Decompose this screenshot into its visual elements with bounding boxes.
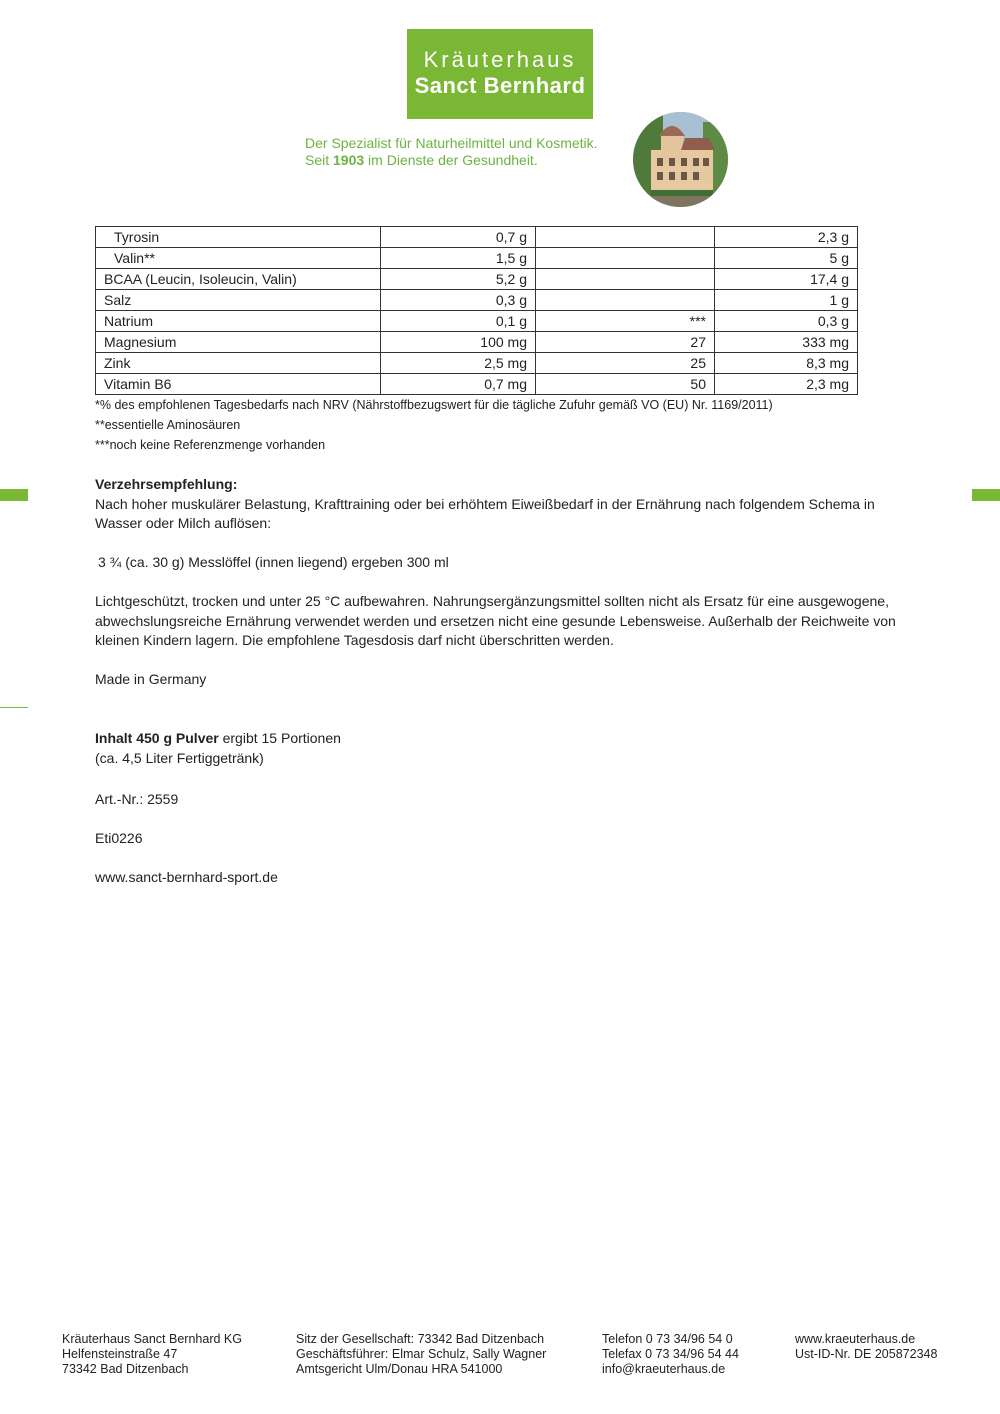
per-day: 2,3 mg bbox=[715, 374, 858, 395]
footer-seat: Sitz der Gesellschaft: 73342 Bad Ditzenbach bbox=[296, 1332, 545, 1346]
usage-heading: Verzehrsempfehlung: bbox=[95, 476, 238, 492]
tagline-year: 1903 bbox=[333, 152, 365, 168]
article-number: Art.-Nr.: 2559 bbox=[95, 791, 179, 807]
per-day: 2,3 g bbox=[715, 227, 858, 248]
footer-phone: Telefon 0 73 34/96 54 0 bbox=[602, 1332, 733, 1346]
footer-vat-id: Ust-ID-Nr. DE 205872348 bbox=[795, 1347, 938, 1361]
per-day: 5 g bbox=[715, 248, 858, 269]
nrv-percent bbox=[536, 227, 715, 248]
usage-section bbox=[95, 475, 905, 534]
table-row bbox=[96, 374, 858, 395]
per-day: 333 mg bbox=[715, 332, 858, 353]
left-fold-mark bbox=[0, 489, 28, 501]
tagline bbox=[305, 135, 598, 169]
per-portion: 0,7 g bbox=[381, 227, 536, 248]
tagline-post: im Dienste der Gesundheit. bbox=[364, 152, 538, 168]
per-portion: 100 mg bbox=[381, 332, 536, 353]
product-website: www.sanct-bernhard-sport.de bbox=[95, 869, 278, 885]
right-fold-mark bbox=[972, 489, 1000, 501]
nutrient-name: Tyrosin bbox=[96, 227, 381, 248]
nutrient-name: Salz bbox=[96, 290, 381, 311]
per-day: 8,3 mg bbox=[715, 353, 858, 374]
left-punch-mark bbox=[0, 707, 28, 708]
building-photo bbox=[633, 112, 728, 207]
nrv-percent: 25 bbox=[536, 353, 715, 374]
tagline-pre: Seit bbox=[305, 152, 334, 168]
footer-email: info@kraeuterhaus.de bbox=[602, 1362, 726, 1376]
content-amount: Inhalt 450 g Pulver bbox=[95, 730, 219, 746]
footer-fax: Telefax 0 73 34/96 54 44 bbox=[602, 1347, 739, 1361]
tagline-line-1: Der Spezialist für Naturheilmittel und Kosmetik. bbox=[305, 135, 598, 151]
footnote-amino: **essentielle Aminosäuren bbox=[95, 418, 241, 432]
per-portion: 0,7 mg bbox=[381, 374, 536, 395]
footer-street: Helfensteinstraße 47 bbox=[62, 1347, 178, 1361]
table-row bbox=[96, 269, 858, 290]
footer-web bbox=[795, 1332, 937, 1362]
footer-contact bbox=[602, 1332, 739, 1377]
nutrient-name: Valin** bbox=[96, 248, 381, 269]
footnote-nrv: *% des empfohlenen Tagesbedarfs nach NRV (Nährstoffbezugswert für die tägliche Zufuhr gemäß VO (EU) Nr. 1169/2011) bbox=[95, 398, 773, 412]
footer-company-name: Kräuterhaus Sanct Bernhard KG bbox=[62, 1332, 242, 1346]
label-code: Eti0226 bbox=[95, 830, 143, 846]
logo-line-1: Kräuterhaus bbox=[423, 47, 577, 72]
table-row bbox=[96, 227, 858, 248]
storage-text: Lichtgeschützt, trocken und unter 25 °C aufbewahren. Nahrungsergänzungsmittel sollten nicht als Ersatz für eine ausgewogene, abwechslungsreiche Ernährung verwendet werden und ersetzen nicht eine gesunde Lebensweise. Außerhalb der Reichweite von kleinen Kindern lagern. Die empfohlene Tagesdosis darf nicht überschritten werden. bbox=[95, 593, 896, 648]
nutrient-name: Vitamin B6 bbox=[96, 374, 381, 395]
logo-line-2: Sanct Bernhard bbox=[414, 73, 586, 98]
footer-managers: Geschäftsführer: Elmar Schulz, Sally Wagner bbox=[296, 1347, 547, 1361]
table-row bbox=[96, 311, 858, 332]
per-day: 0,3 g bbox=[715, 311, 858, 332]
table-row bbox=[96, 353, 858, 374]
nutrition-table bbox=[95, 226, 858, 395]
per-portion: 5,2 g bbox=[381, 269, 536, 290]
tagline-line-2 bbox=[305, 152, 598, 169]
origin-text: Made in Germany bbox=[95, 671, 207, 687]
content-portions: ergibt 15 Portionen bbox=[218, 730, 341, 746]
content-line-1 bbox=[95, 729, 905, 749]
table-row bbox=[96, 290, 858, 311]
nrv-percent: *** bbox=[536, 311, 715, 332]
footer-company bbox=[62, 1332, 242, 1377]
usage-dose: 3 ¾ (ca. 30 g) Messlöffel (innen liegend) ergeben 300 ml bbox=[98, 554, 449, 570]
nutrient-name: BCAA (Leucin, Isoleucin, Valin) bbox=[96, 269, 381, 290]
table-row bbox=[96, 332, 858, 353]
footer-website: www.kraeuterhaus.de bbox=[795, 1332, 916, 1346]
footer-city: 73342 Bad Ditzenbach bbox=[62, 1362, 189, 1376]
footer-register: Amtsgericht Ulm/Donau HRA 541000 bbox=[296, 1362, 503, 1376]
nrv-percent bbox=[536, 248, 715, 269]
nrv-percent bbox=[536, 269, 715, 290]
per-portion: 0,3 g bbox=[381, 290, 536, 311]
per-portion: 1,5 g bbox=[381, 248, 536, 269]
nrv-percent: 27 bbox=[536, 332, 715, 353]
nrv-percent bbox=[536, 290, 715, 311]
nutrient-name: Natrium bbox=[96, 311, 381, 332]
per-portion: 0,1 g bbox=[381, 311, 536, 332]
footer-legal bbox=[296, 1332, 546, 1377]
content-line-2: (ca. 4,5 Liter Fertiggetränk) bbox=[95, 749, 264, 766]
footnote-reference: ***noch keine Referenzmenge vorhanden bbox=[95, 438, 326, 452]
table-row bbox=[96, 248, 858, 269]
per-day: 17,4 g bbox=[715, 269, 858, 290]
usage-text: Nach hoher muskulärer Belastung, Krafttraining oder bei erhöhtem Eiweißbedarf in der Ernährung nach folgendem Schema in Wasser oder Milch auflösen: bbox=[95, 495, 875, 531]
nutrient-name: Zink bbox=[96, 353, 381, 374]
nutrient-name: Magnesium bbox=[96, 332, 381, 353]
per-portion: 2,5 mg bbox=[381, 353, 536, 374]
per-day: 1 g bbox=[715, 290, 858, 311]
nrv-percent: 50 bbox=[536, 374, 715, 395]
brand-logo bbox=[407, 29, 593, 119]
content-info bbox=[95, 729, 905, 768]
